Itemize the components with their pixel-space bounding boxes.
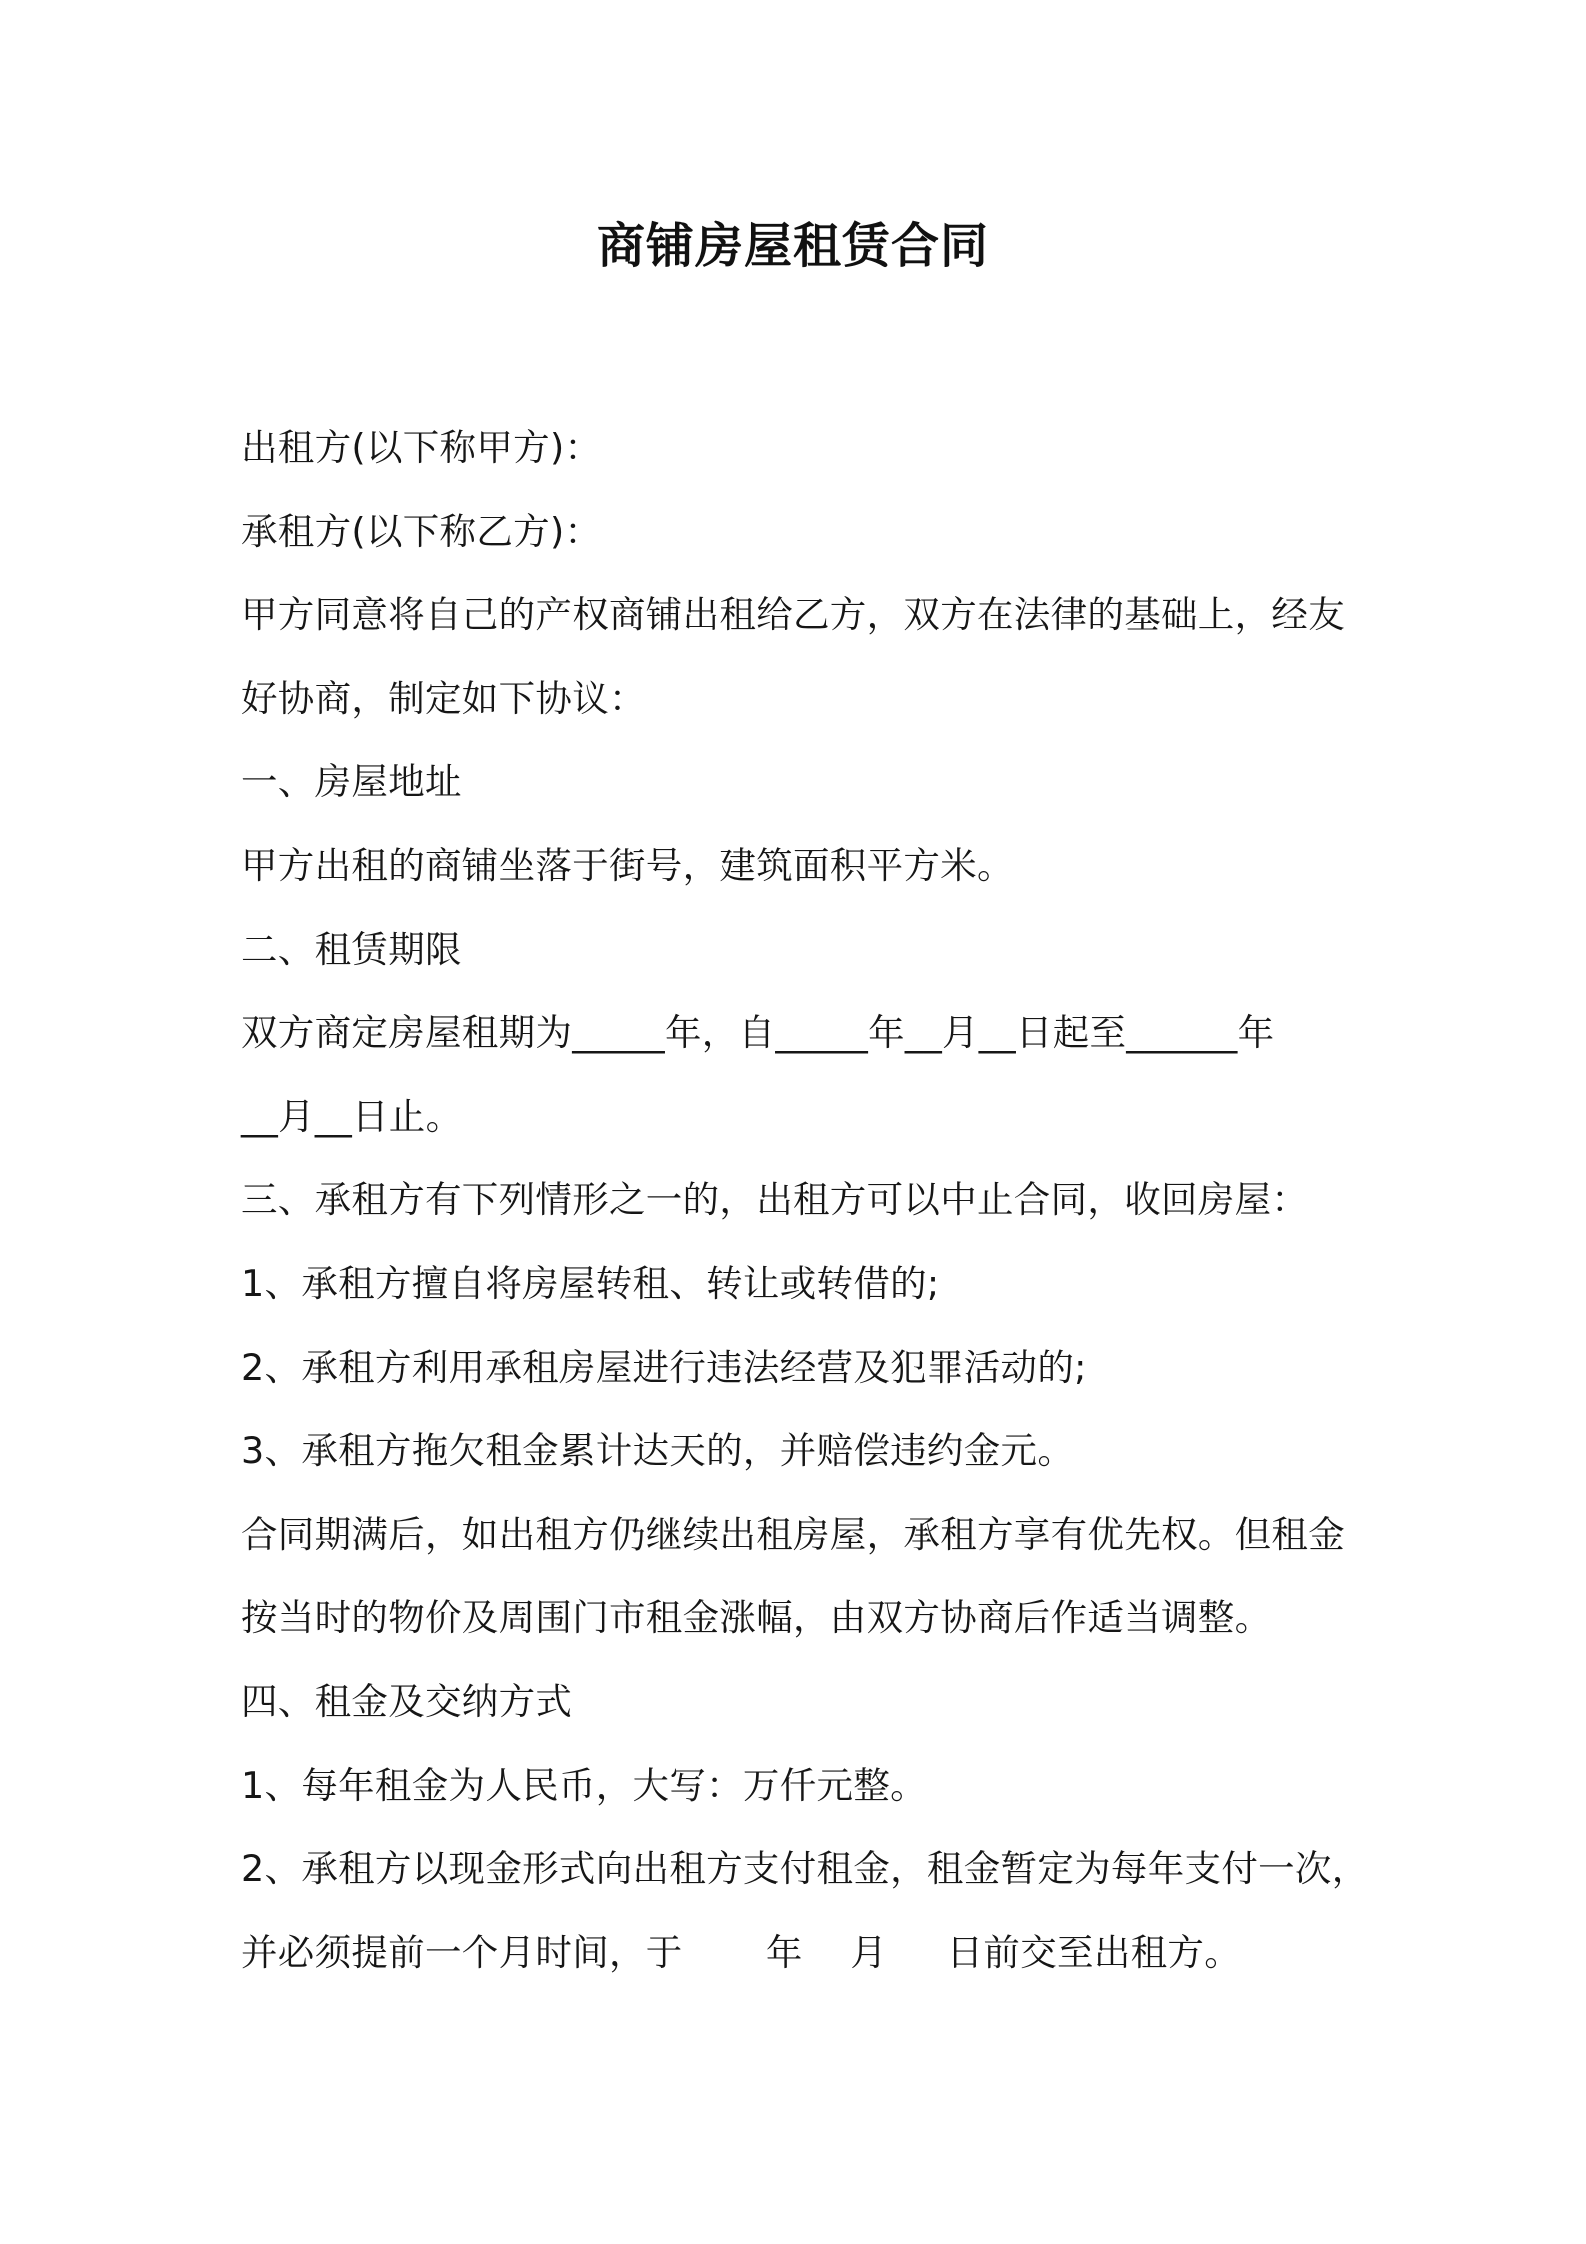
section-heading: 四、租金及交纳方式 xyxy=(241,1679,573,1723)
list-item: 1、承租方擅自将房屋转租、转让或转借的; xyxy=(241,1261,940,1305)
section-heading: 二、租赁期限 xyxy=(241,927,462,971)
document-body xyxy=(241,406,1369,1994)
document-title: 商铺房屋租赁合同 xyxy=(596,218,989,274)
paragraph-line: __月__日止。 xyxy=(241,1094,463,1138)
paragraph-line: 合同期满后，如出租方仍继续出租房屋，承租方享有优先权。但租金 xyxy=(241,1512,1345,1556)
paragraph-line: 甲方出租的商铺坐落于街号，建筑面积平方米。 xyxy=(241,843,1014,887)
paragraph-line: 甲方同意将自己的产权商铺出租给乙方，双方在法律的基础上，经友 xyxy=(241,593,1345,637)
paragraph-line: 按当时的物价及周围门市租金涨幅，由双方协商后作适当调整。 xyxy=(241,1596,1272,1640)
list-item: 3、承租方拖欠租金累计达天的，并赔偿违约金元。 xyxy=(241,1429,1075,1473)
section-heading: 三、承租方有下列情形之一的，出租方可以中止合同，收回房屋： xyxy=(241,1178,1309,1222)
list-item: 2、承租方利用承租房屋进行违法经营及犯罪活动的; xyxy=(241,1345,1087,1389)
section-heading: 一、房屋地址 xyxy=(241,760,462,804)
list-item: 2、承租方以现金形式向出租方支付租金，租金暂定为每年支付一次， xyxy=(241,1847,1369,1891)
paragraph-line: 并必须提前一个月时间，于 年 月 日前交至出租方。 xyxy=(241,1930,1242,1974)
paragraph-line: 双方商定房屋租期为_____年，自_____年__月__日起至______年 xyxy=(241,1011,1275,1055)
paragraph-line: 好协商，制定如下协议： xyxy=(241,676,646,720)
party-b-line: 承租方(以下称乙方)： xyxy=(241,509,602,553)
list-item: 1、每年租金为人民币，大写：万仟元整。 xyxy=(241,1763,927,1807)
party-a-line: 出租方(以下称甲方)： xyxy=(241,426,602,469)
